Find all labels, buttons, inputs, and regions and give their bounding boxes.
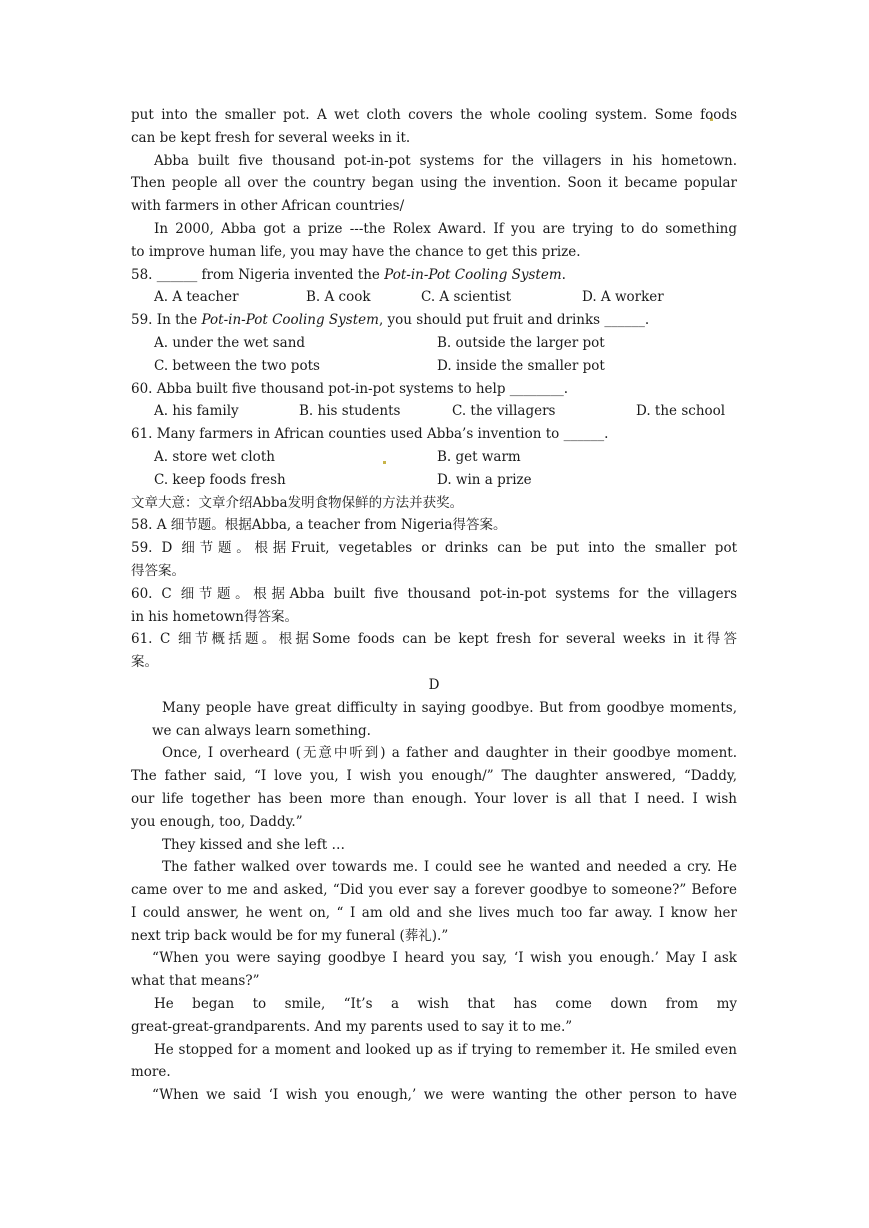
option-c: C. A scientist (421, 289, 512, 306)
paragraph-line: great-great-grandparents. And my parents used to say it to me.” (131, 1018, 573, 1035)
paragraph-line: can be kept fresh for several weeks in it. (131, 129, 411, 146)
option-d: D. A worker (582, 289, 664, 306)
paragraph-line: put into the smaller pot. A wet cloth covers the whole cooling system. Some foods (131, 107, 737, 123)
paragraph-line: “When we said ‘I wish you enough,’ we were wanting the other person to have (152, 1087, 737, 1104)
option-b: B. A cook (306, 289, 371, 306)
option-b: B. get warm (437, 448, 521, 465)
option-d: D. win a prize (437, 471, 532, 488)
analysis-59-cont: 得答案。 (131, 562, 185, 579)
paragraph-line: Abba built five thousand pot-in-pot systems for the villagers in his hometown. (154, 152, 737, 169)
question-59-options-row2 (131, 355, 737, 378)
option-d: D. inside the smaller pot (437, 357, 605, 374)
question-58-options (131, 286, 737, 309)
paragraph-line: I could answer, he went on, “ I am old and she lives much too far away. I know her (131, 904, 737, 921)
paragraph-line: He stopped for a moment and looked up as if trying to remember it. He smiled even (154, 1041, 737, 1058)
option-a: A. his family (154, 403, 239, 420)
paragraph-line: Many people have great difficulty in saying goodbye. But from goodbye moments, (162, 699, 737, 716)
paragraph-line: what that means?” (131, 973, 260, 990)
question-60: 60. Abba built five thousand pot-in-pot systems to help ________. (131, 380, 569, 397)
option-b: B. his students (299, 403, 401, 420)
option-a: A. under the wet sand (154, 334, 306, 351)
document-page (131, 104, 737, 1107)
option-d: D. the school (636, 403, 726, 420)
option-b: B. outside the larger pot (437, 334, 605, 351)
question-59: 59. In the Pot-in-Pot Cooling System, you should put fruit and drinks ______. (131, 312, 650, 329)
paragraph-line: The father walked over towards me. I could see he wanted and needed a cry. He (162, 859, 737, 876)
paragraph-line: The father said, “I love you, I wish you enough/” The daughter answered, “Daddy, (131, 768, 737, 785)
option-c: C. keep foods fresh (154, 471, 286, 488)
paragraph-line: He began to smile, “It’s a wish that has come down from my (154, 996, 737, 1013)
option-c: C. between the two pots (154, 357, 320, 374)
analysis-61-cont: 案。 (131, 654, 158, 671)
paragraph-line: In 2000, Abba got a prize ---the Rolex Award. If you are trying to do something (154, 220, 737, 237)
question-61-options-row2 (131, 469, 737, 492)
paragraph-line: we can always learn something. (152, 722, 371, 739)
paragraph-line: you enough, too, Daddy.” (131, 813, 303, 830)
paragraph-line: Then people all over the country began using the invention. Soon it became popular (131, 175, 737, 192)
paragraph-line: to improve human life, you may have the chance to get this prize. (131, 243, 581, 260)
question-61-options-row1 (131, 446, 737, 469)
option-c: C. the villagers (452, 403, 556, 420)
analysis-summary: 文章大意：文章介绍Abba发明食物保鲜的方法并获奖。 (131, 494, 464, 511)
analysis-59: 59. D 细节题。根据Fruit, vegetables or drinks can be put into the smaller pot (131, 540, 737, 557)
question-59-options-row1 (131, 332, 737, 355)
paragraph-line: more. (131, 1064, 171, 1081)
analysis-60-cont: in his hometown得答案。 (131, 608, 298, 625)
paragraph-line: our life together has been more than enough. Your lover is all that I need. I wish (131, 790, 737, 807)
analysis-58: 58. A 细节题。根据Abba, a teacher from Nigeria得答案。 (131, 517, 507, 534)
option-a: A. A teacher (154, 289, 239, 306)
paragraph-line: They kissed and she left … (162, 836, 345, 853)
question-58: 58. ______ from Nigeria invented the Pot-in-Pot Cooling System. (131, 266, 566, 283)
paragraph-line: with farmers in other African countries/ (131, 198, 405, 215)
paragraph-line: came over to me and asked, “Did you ever say a forever goodbye to someone?” Before (131, 882, 737, 899)
question-61: 61. Many farmers in African counties used Abba’s invention to ______. (131, 426, 609, 443)
paragraph-line: Once, I overheard (无意中听到) a father and daughter in their goodbye moment. (162, 745, 737, 762)
analysis-61: 61. C 细节概括题。根据Some foods can be kept fresh for several weeks in it得答 (131, 631, 737, 648)
option-a: A. store wet cloth (154, 448, 275, 465)
analysis-60: 60. C 细节题。根据Abba built five thousand pot-in-pot systems for the villagers (131, 585, 737, 602)
paragraph-line: “When you were saying goodbye I heard you say, ‘I wish you enough.’ May I ask (152, 950, 737, 967)
section-heading: D (428, 676, 440, 693)
question-60-options (131, 400, 737, 423)
paragraph-line: next trip back would be for my funeral (葬礼).” (131, 927, 449, 944)
